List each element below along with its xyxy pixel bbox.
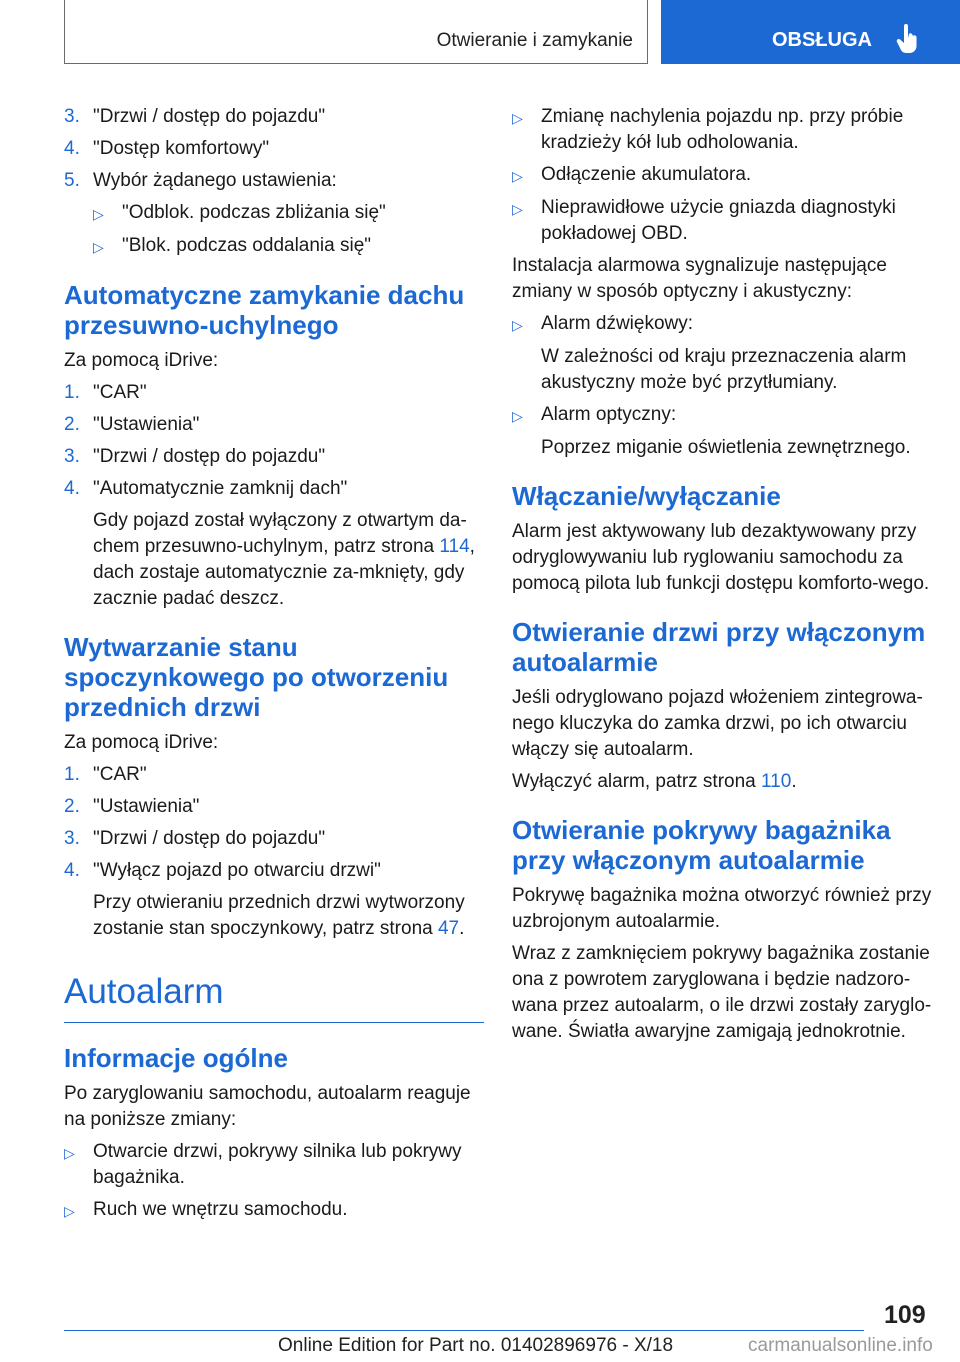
step-number: 4. bbox=[64, 478, 80, 499]
note-text-a: Przy otwieraniu przednich drzwi wytworzony zostanie stan spoczynkowy, patrz strona bbox=[93, 892, 465, 939]
step-item bbox=[64, 858, 484, 884]
step-item bbox=[64, 794, 484, 820]
page-link-47[interactable]: 47 bbox=[437, 918, 460, 939]
section-title-general-info: Informacje ogólne bbox=[64, 1043, 288, 1073]
footer-watermark: carmanualsonline.info bbox=[748, 1335, 933, 1356]
section-body: Pokrywę bagażnika można otworzyć również przy uzbrojonym autoalarmie. bbox=[512, 885, 932, 932]
note-text-b: . bbox=[459, 918, 465, 939]
footer-divider bbox=[64, 1330, 864, 1331]
section-heading-wrap bbox=[512, 481, 932, 511]
bullet-triangle-icon: ▷ bbox=[64, 1203, 75, 1219]
section-intro: Za pomocą iDrive: bbox=[64, 350, 219, 371]
section-title-sunroof: Automatyczne zamykanie dachu przesuwno-uchylnego bbox=[64, 280, 465, 340]
bullet-triangle-icon: ▷ bbox=[93, 239, 104, 255]
header-section-box bbox=[64, 0, 648, 64]
section-body: Alarm jest aktywowany lub dezaktywowany przy odryglowywaniu lub ryglowaniu samochodu za pomocą pilota lub funkcji dostępu komforto‐wego. bbox=[512, 521, 930, 594]
bullet-text: Ruch we wnętrzu samochodu. bbox=[93, 1199, 348, 1220]
bullet-text: Otwarcie drzwi, pokrywy silnika lub pokrywy bagażnika. bbox=[93, 1141, 462, 1188]
step-number: 3. bbox=[64, 828, 80, 849]
note-text-a: Gdy pojazd został wyłączony z otwartym da‐chem przesuwno-uchylnym, patrz strona bbox=[93, 510, 467, 557]
step-number: 4. bbox=[64, 860, 80, 881]
section-intro: Za pomocą iDrive: bbox=[64, 732, 219, 753]
bullet-text: "Blok. podczas oddalania się" bbox=[122, 235, 372, 256]
list-number: 4. bbox=[64, 138, 80, 159]
bullet-triangle-icon: ▷ bbox=[512, 317, 523, 333]
step-note bbox=[93, 508, 484, 612]
section-heading-wrap bbox=[64, 1043, 484, 1073]
list-item bbox=[64, 104, 484, 130]
step-item bbox=[64, 412, 484, 438]
step-note bbox=[93, 890, 484, 942]
bullet-triangle-icon: ▷ bbox=[512, 201, 523, 217]
section-heading-wrap bbox=[64, 632, 484, 722]
section-body: Jeśli odryglowano pojazd włożeniem zintegrowa‐nego kluczyka do zamka drzwi, po ich otwarciu włączy się autoalarm. bbox=[512, 687, 923, 760]
step-number: 1. bbox=[64, 764, 80, 785]
step-text: "Wyłącz pojazd po otwarciu drzwi" bbox=[93, 860, 381, 881]
page-number: 109 bbox=[884, 1301, 926, 1329]
section-heading-wrap bbox=[512, 617, 932, 677]
alarm-intro: Instalacja alarmowa sygnalizuje następujące zmiany w sposób optyczny i akustyczny: bbox=[512, 255, 887, 302]
step-item bbox=[64, 476, 484, 502]
hand-pointer-icon bbox=[896, 24, 920, 54]
list-item bbox=[64, 168, 484, 194]
section-heading-wrap bbox=[512, 815, 932, 875]
step-number: 1. bbox=[64, 382, 80, 403]
step-item bbox=[64, 826, 484, 852]
step-text: "Ustawienia" bbox=[93, 796, 200, 817]
chapter-title-autoalarm: Autoalarm bbox=[64, 972, 484, 1023]
header-tab-label: OBSŁUGA bbox=[772, 29, 872, 51]
step-text: "CAR" bbox=[93, 382, 147, 403]
step-number: 2. bbox=[64, 796, 80, 817]
section-title-arming: Włączanie/wyłączanie bbox=[512, 481, 781, 511]
footer-edition: Online Edition for Part no. 01402896976 - X/18 bbox=[278, 1335, 674, 1356]
header-tab-obsluga[interactable] bbox=[661, 0, 960, 64]
bullet-triangle-icon: ▷ bbox=[512, 168, 523, 184]
step-text: "Ustawienia" bbox=[93, 414, 200, 435]
step-text: "Automatycznie zamknij dach" bbox=[93, 478, 348, 499]
step-item bbox=[64, 380, 484, 406]
link-line-text-b: . bbox=[791, 771, 797, 792]
list-text: Wybór żądanego ustawienia: bbox=[93, 170, 337, 191]
list-text: "Drzwi / dostęp do pojazdu" bbox=[93, 106, 326, 127]
list-number: 5. bbox=[64, 170, 80, 191]
step-number: 2. bbox=[64, 414, 80, 435]
section-link-line bbox=[512, 769, 932, 795]
bullet-item bbox=[64, 1139, 484, 1191]
step-text: "Drzwi / dostęp do pojazdu" bbox=[93, 446, 326, 467]
bullet-triangle-icon: ▷ bbox=[93, 206, 104, 222]
bullet-item bbox=[512, 195, 932, 247]
bullet-item bbox=[512, 162, 932, 189]
step-text: "Drzwi / dostęp do pojazdu" bbox=[93, 828, 326, 849]
step-text: "CAR" bbox=[93, 764, 147, 785]
bullet-detail: W zależności od kraju przeznaczenia alarm akustyczny może być przytłumiany. bbox=[541, 346, 907, 393]
right-column bbox=[512, 104, 932, 1051]
section-intro: Po zaryglowaniu samochodu, autoalarm reaguje na poniższe zmiany: bbox=[64, 1083, 471, 1130]
sub-bullet-item bbox=[93, 233, 484, 260]
step-item bbox=[64, 762, 484, 788]
bullet-item bbox=[512, 311, 932, 338]
list-text: "Dostęp komfortowy" bbox=[93, 138, 270, 159]
bullet-item bbox=[64, 1197, 484, 1224]
step-number: 3. bbox=[64, 446, 80, 467]
page-link-110[interactable]: 110 bbox=[761, 771, 792, 792]
left-column bbox=[64, 104, 484, 1230]
bullet-item bbox=[512, 104, 932, 156]
page-link-114[interactable]: 114 bbox=[439, 536, 470, 557]
section-title-trunk: Otwieranie pokrywy bagażnika przy włączonym autoalarmie bbox=[512, 815, 891, 875]
step-item bbox=[64, 444, 484, 470]
bullet-item bbox=[512, 402, 932, 429]
bullet-triangle-icon: ▷ bbox=[64, 1145, 75, 1161]
list-item bbox=[64, 136, 484, 162]
header-section-title: Otwieranie i zamykanie bbox=[436, 30, 633, 51]
bullet-text: "Odblok. podczas zbliżania się" bbox=[122, 202, 386, 223]
section-body: Wraz z zamknięciem pokrywy bagażnika zostanie ona z powrotem zaryglowana i będzie nadzoro‐wana przez autoalarm, o ile drzwi zostały zaryglo‐wane. Światła awaryjne zamigają jednokrotnie. bbox=[512, 943, 932, 1042]
bullet-triangle-icon: ▷ bbox=[512, 408, 523, 424]
bullet-text: Odłączenie akumulatora. bbox=[541, 164, 752, 185]
bullet-text: Zmianę nachylenia pojazdu np. przy próbie kradzieży kół lub odholowania. bbox=[541, 106, 904, 153]
note-text-b: , dach zostaje automatycznie za‐mknięty, gdy zacznie padać deszcz. bbox=[93, 536, 475, 609]
section-title-open-doors: Otwieranie drzwi przy włączonym autoalarmie bbox=[512, 617, 926, 677]
bullet-triangle-icon: ▷ bbox=[512, 110, 523, 126]
section-title-rest-state: Wytwarzanie stanu spoczynkowego po otworzeniu przednich drzwi bbox=[64, 632, 449, 722]
bullet-detail: Poprzez miganie oświetlenia zewnętrznego. bbox=[541, 437, 911, 458]
bullet-text: Nieprawidłowe użycie gniazda diagnostyki pokładowej OBD. bbox=[541, 197, 896, 244]
section-heading-wrap bbox=[64, 280, 484, 340]
list-number: 3. bbox=[64, 106, 80, 127]
bullet-text: Alarm optyczny: bbox=[541, 404, 677, 425]
bullet-text: Alarm dźwiękowy: bbox=[541, 313, 694, 334]
sub-bullet-item bbox=[93, 200, 484, 227]
link-line-text-a: Wyłączyć alarm, patrz strona bbox=[512, 771, 762, 792]
